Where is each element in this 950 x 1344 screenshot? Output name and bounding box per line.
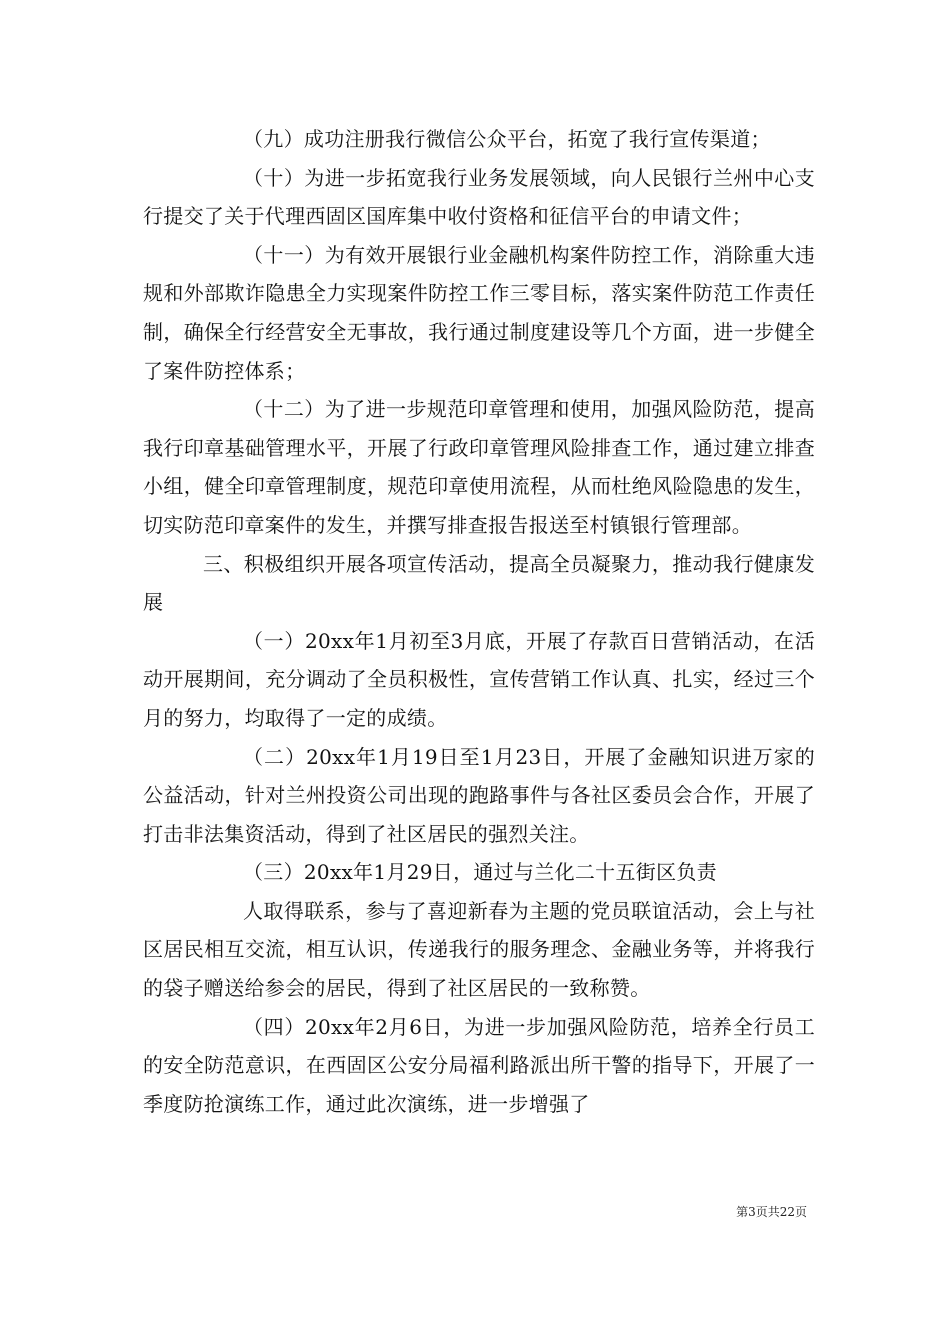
body-text — [143, 120, 815, 1123]
activity-item-4: （四）20xx年2月6日，为进一步加强风险防范，培养全行员工的安全防范意识，在西固区公安分局福利路派出所干警的指导下，开展了一季度防抢演练工作，通过此次演练，进一步增强了 — [143, 1014, 815, 1116]
page-number: 第3页共22页 — [736, 1205, 807, 1219]
paragraph-item-9: （九）成功注册我行微信公众平台，拓宽了我行宣传渠道； — [243, 127, 771, 151]
activity-item-3: （三）20xx年1月29日，通过与兰化二十五街区负责 — [243, 860, 717, 885]
paragraph-item-12: （十二）为了进一步规范印章管理和使用，加强风险防范，提高我行印章基础管理水平，开展了行政印章管理风险排查工作，通过建立排查小组，健全印章管理制度，规范印章使用流程，从而杜绝风险隐患的发生，切实防范印章案件的发生，并撰写排查报告报送至村镇银行管理部。 — [143, 397, 815, 537]
paragraph-item-10: （十）为进一步拓宽我行业务发展领域，向人民银行兰州中心支行提交了关于代理西固区国库集中收付资格和征信平台的申请文件； — [143, 165, 815, 229]
activity-item-1: （一）20xx年1月初至3月底，开展了存款百日营销活动，在活动开展期间，充分调动了全员积极性，宣传营销工作认真、扎实，经过三个月的努力，均取得了一定的成绩。 — [143, 628, 815, 730]
paragraph-item-11: （十一）为有效开展银行业金融机构案件防控工作，消除重大违规和外部欺诈隐患全力实现案件防控工作三零目标，落实案件防范工作责任制，确保全行经营安全无事故，我行通过制度建设等几个方面，进一步健全了案件防控体系； — [143, 242, 815, 383]
section-heading-3: 三、积极组织开展各项宣传活动，提高全员凝聚力，推动我行健康发展 — [143, 551, 815, 615]
activity-item-3-continued: 人取得联系，参与了喜迎新春为主题的党员联谊活动，会上与社区居民相互交流，相互认识，传递我行的服务理念、金融业务等，并将我行的袋子赠送给参会的居民，得到了社区居民的一致称赞。 — [143, 898, 815, 1001]
activity-item-2: （二）20xx年1月19日至1月23日，开展了金融知识进万家的公益活动，针对兰州投资公司出现的跑路事件与各社区委员会合作，开展了打击非法集资活动，得到了社区居民的强烈关注。 — [143, 744, 815, 846]
